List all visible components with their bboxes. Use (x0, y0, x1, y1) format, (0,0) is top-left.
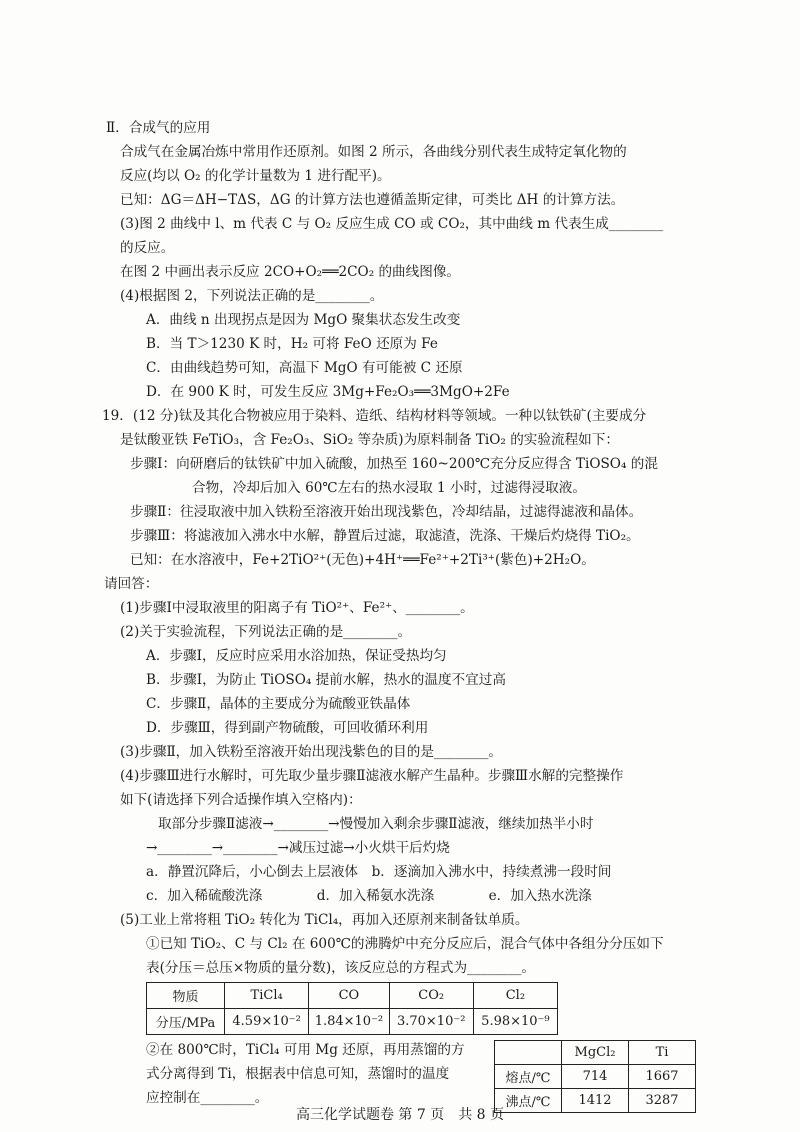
option-a: A．步骤Ⅰ，反应时应采用水浴加热，保证受热均匀 (146, 648, 447, 664)
table-header: CO₂ (389, 983, 473, 1009)
option-d: D．在 900 K 时，可发生反应 3Mg+Fe₂O₃══3MgO+2Fe (146, 384, 510, 400)
paragraph-line: 在图 2 中画出表示反应 2CO+O₂══2CO₂ 的曲线图像。 (120, 264, 461, 280)
option-c: C．步骤Ⅱ，晶体的主要成分为硫酸亚铁晶体 (146, 696, 411, 712)
question-19-header-cont: 是钛酸亚铁 FeTiO₃，含 Fe₂O₃、SiO₂ 等杂质)为原料制备 TiO₂ 的实验流程如下： (120, 432, 619, 448)
choice-row: a．静置沉降后，小心倒去上层液体 b．逐滴加入沸水中，持续煮沸一段时间 (146, 864, 612, 880)
subquestion-3: (3)步骤Ⅱ，加入铁粉至溶液开始出现浅紫色的目的是________。 (120, 744, 502, 760)
option-a: A．曲线 n 出现拐点是因为 MgO 聚集状态发生改变 (146, 312, 461, 328)
subquestion-4: (4)步骤Ⅲ进行水解时，可先取少量步骤Ⅱ滤液水解产生晶种。步骤Ⅲ水解的完整操作 (120, 768, 624, 784)
known-note: 已知：ΔG＝ΔH−TΔS，ΔG 的计算方法也遵循盖斯定律，可类比 ΔH 的计算方法。 (120, 192, 625, 208)
option-d: D．步骤Ⅲ，得到副产物硫酸，可回收循环利用 (146, 720, 429, 736)
table-header: TiCl₄ (225, 983, 309, 1009)
table-header: Ti (629, 1041, 696, 1065)
table-header: MgCl₂ (562, 1041, 629, 1065)
step-1: 步骤Ⅰ：向研磨后的钛铁矿中加入硫酸，加热至 160~200℃充分反应得含 TiOSO₄ 的混 (130, 456, 658, 472)
table-cell: 1.84×10⁻² (309, 1009, 389, 1035)
table-cell: 分压/MPa (147, 1009, 225, 1035)
table-header: CO (309, 983, 389, 1009)
table-cell: 714 (562, 1065, 629, 1089)
table-cell: 3287 (629, 1089, 696, 1113)
step-1-cont: 合物，冷却后加入 60℃左右的热水浸取 1 小时，过滤得浸取液。 (192, 480, 586, 496)
melting-boiling-table (494, 1040, 696, 1113)
table-header: 物质 (147, 983, 225, 1009)
paragraph-line: 的反应。 (120, 240, 175, 256)
subquestion-5-part-2-cont: 应控制在________。 (146, 1090, 269, 1106)
page-footer: 高三化学试题卷 第 7 页 共 8 页 (295, 1107, 505, 1123)
option-b: B．步骤Ⅰ，为防止 TiOSO₄ 提前水解，热水的温度不宜过高 (146, 672, 506, 688)
paragraph-line: 反应(均以 O₂ 的化学计量数为 1 进行配平)。 (120, 168, 391, 184)
option-c: C．由曲线趋势可知，高温下 MgO 有可能被 C 还原 (146, 360, 463, 376)
subquestion-5-part-2-cont: 式分离得到 Ti，根据表中信息可知，蒸馏时的温度 (146, 1066, 450, 1082)
subquestion-1: (1)步骤Ⅰ中浸取液里的阳离子有 TiO²⁺、Fe²⁺、________。 (120, 600, 474, 616)
subquestion-2: (2)关于实验流程，下列说法正确的是________。 (120, 624, 412, 640)
table-cell: 3.70×10⁻² (389, 1009, 473, 1035)
question-19-header: 19．(12 分)钛及其化合物被应用于染料、造纸、结构材料等领域。一种以钛铁矿(主要成分 (102, 408, 647, 424)
table-header (495, 1041, 562, 1065)
subquestion-5-part-1-cont: 表(分压＝总压×物质的量分数)，该反应总的方程式为________。 (146, 960, 536, 976)
step-3: 步骤Ⅲ：将滤液加入沸水中水解，静置后过滤，取滤渣，洗涤、干燥后灼烧得 TiO₂。 (130, 528, 640, 544)
subquestion-4-cont: 如下(请选择下列合适操作填入空格内)： (120, 792, 362, 808)
table-cell: 熔点/℃ (495, 1065, 562, 1089)
question-3: (3)图 2 曲线中 l、m 代表 C 与 O₂ 反应生成 CO 或 CO₂，其中曲线 m 代表生成________ (120, 216, 664, 232)
option-b: B．当 T＞1230 K 时，H₂ 可将 FeO 还原为 Fe (146, 336, 438, 352)
table-cell: 1667 (629, 1065, 696, 1089)
table-cell: 4.59×10⁻² (225, 1009, 309, 1035)
partial-pressure-table (146, 982, 558, 1035)
known-reaction: 已知：在水溶液中，Fe+2TiO²⁺(无色)+4H⁺══Fe²⁺+2Ti³⁺(紫色)+2H₂O。 (130, 552, 595, 568)
please-answer: 请回答： (104, 576, 159, 592)
procedure-line: 取部分步骤Ⅱ滤液→________→慢慢加入剩余步骤Ⅱ滤液，继续加热半小时 (158, 816, 594, 832)
procedure-line: →________→________→减压过滤→小火烘干后灼烧 (146, 840, 450, 856)
subquestion-5-part-2: ②在 800℃时，TiCl₄ 可用 Mg 还原，再用蒸馏的方 (146, 1042, 465, 1058)
question-4: (4)根据图 2，下列说法正确的是________。 (120, 288, 384, 304)
table-cell: 沸点/℃ (495, 1089, 562, 1113)
section-heading: Ⅱ．合成气的应用 (106, 120, 211, 136)
subquestion-5-part-1: ①已知 TiO₂、C 与 Cl₂ 在 600℃的沸腾炉中充分反应后，混合气体中各组分分压如下 (146, 936, 664, 952)
choice-row: c．加入稀硫酸洗涤 d．加入稀氨水洗涤 e．加入热水洗涤 (146, 888, 592, 904)
step-2: 步骤Ⅱ：往浸取液中加入铁粉至溶液开始出现浅紫色，冷却结晶，过滤得滤液和晶体。 (130, 504, 643, 520)
table-cell: 5.98×10⁻⁹ (473, 1009, 557, 1035)
paragraph-line: 合成气在金属冶炼中常用作还原剂。如图 2 所示，各曲线分别代表生成特定氧化物的 (120, 144, 627, 160)
table-header: Cl₂ (473, 983, 557, 1009)
table-cell: 1412 (562, 1089, 629, 1113)
subquestion-5: (5)工业上常将粗 TiO₂ 转化为 TiCl₄，再加入还原剂来制备钛单质。 (120, 912, 529, 928)
